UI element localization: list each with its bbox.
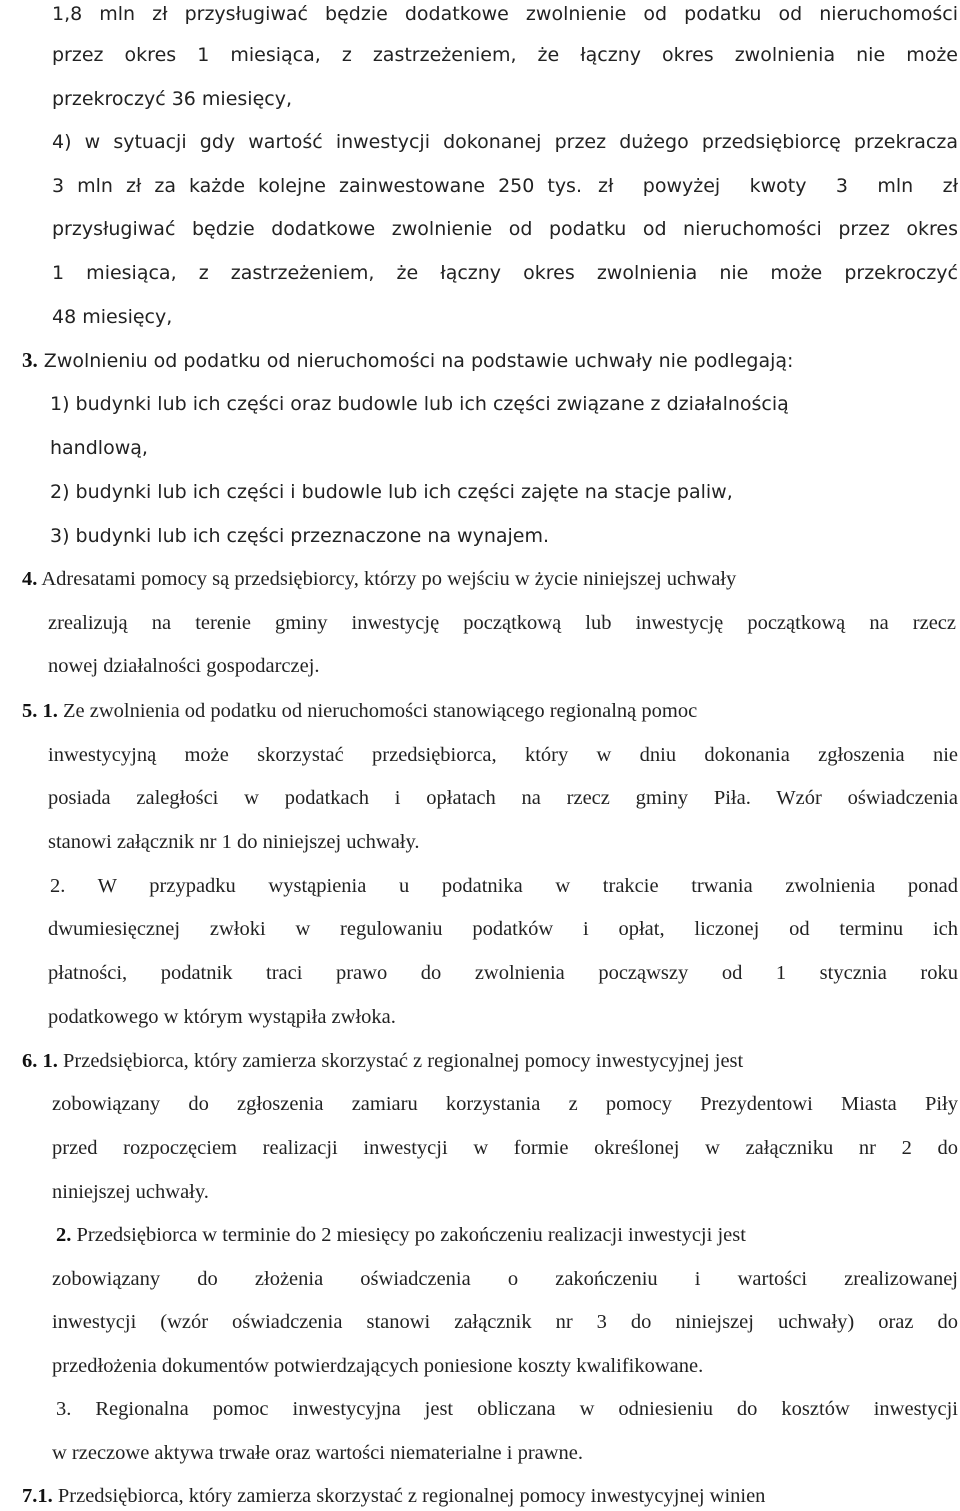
- section-number: 5. 1.: [22, 700, 58, 722]
- section-number: 6. 1.: [22, 1050, 58, 1072]
- text-line: podatkowego w którym wystąpiła zwłoka.: [48, 1006, 396, 1028]
- text-line: zrealizują na terenie gminy inwestycję początkową lub inwestycję początkową na rzecz: [48, 612, 956, 634]
- section-number: 7.1.: [22, 1485, 53, 1507]
- text-line: przekroczyć 36 miesięcy,: [52, 88, 292, 110]
- text-line: posiada zaległości w podatkach i opłatach na rzecz gminy Piła. Wzór oświadczenia: [48, 787, 958, 809]
- text-line: 4) w sytuacji gdy wartość inwestycji dokonanej przez dużego przedsiębiorcę przekracza: [52, 131, 958, 153]
- text-line: inwestycji (wzór oświadczenia stanowi załącznik nr 3 do niniejszej uchwały) oraz do: [52, 1311, 958, 1333]
- text-line: zł powyżej kwoty 3 mln zł: [598, 175, 958, 197]
- section-3: [22, 346, 793, 375]
- text-line: inwestycyjną może skorzystać przedsiębiorca, który w dniu dokonania zgłoszenia nie: [48, 744, 958, 766]
- text-line: nowej działalności gospodarczej.: [48, 655, 320, 677]
- text-line: w rzeczowe aktywa trwałe oraz wartości niematerialne i prawne.: [52, 1442, 584, 1464]
- section-6: [22, 1047, 958, 1075]
- text-line: 3 mln zł za każde kolejne zainwestowane 250 tys.: [52, 175, 582, 197]
- section-6-2: [56, 1221, 958, 1249]
- text-line: 1,8 mln zł przysługiwać będzie dodatkowe zwolnienie od podatku od nieruchomości: [52, 3, 958, 25]
- section-5: [22, 697, 958, 725]
- section-number: 2.: [56, 1224, 72, 1246]
- text-line: Adresatami pomocy są przedsiębiorcy, którzy po wejściu w życie niniejszej uchwały: [41, 568, 737, 590]
- text-line: 1) budynki lub ich części oraz budowle lub ich części związane z działalnością: [50, 393, 789, 415]
- text-line: Ze zwolnienia od podatku od nieruchomości stanowiącego regionalną pomoc: [63, 700, 698, 722]
- text-line: płatności, podatnik traci prawo do zwolnienia począwszy od 1 stycznia roku: [48, 962, 958, 984]
- text-line: 3. Regionalna pomoc inwestycyjna jest obliczana w odniesieniu do kosztów inwestycji: [56, 1398, 958, 1420]
- text-line: 2. W przypadku wystąpienia u podatnika w trakcie trwania zwolnienia ponad: [50, 875, 958, 897]
- section-4: [22, 565, 956, 593]
- text-line: Przedsiębiorca w terminie do 2 miesięcy po zakończeniu realizacji inwestycji jest: [76, 1224, 746, 1246]
- text-line: niniejszej uchwały.: [52, 1181, 209, 1203]
- text-line: przedłożenia dokumentów potwierdzających poniesione koszty kwalifikowane.: [52, 1355, 704, 1377]
- text-line: dwumiesięcznej zwłoki w regulowaniu podatków i opłat, liczonej od terminu ich: [48, 918, 958, 940]
- text-line: 3) budynki lub ich części przeznaczone na wynajem.: [50, 525, 550, 547]
- section-number: 4.: [22, 568, 38, 590]
- text-line: Przedsiębiorca, który zamierza skorzystać z regionalnej pomocy inwestycyjnej jest: [63, 1050, 744, 1072]
- text-line: stanowi załącznik nr 1 do niniejszej uchwały.: [48, 831, 420, 853]
- text-line: zobowiązany do zgłoszenia zamiaru korzystania z pomocy Prezydentowi Miasta Piły: [52, 1093, 958, 1115]
- text-line: 48 miesięcy,: [52, 306, 173, 328]
- text-line: Przedsiębiorca, który zamierza skorzystać z regionalnej pomocy inwestycyjnej winien: [57, 1485, 766, 1507]
- text-line: zobowiązany do złożenia oświadczenia o zakończeniu i wartości zrealizowanej: [52, 1268, 958, 1290]
- text-line: przez okres 1 miesiąca, z zastrzeżeniem, że łączny okres zwolnienia nie może: [52, 44, 958, 66]
- text-line: handlową,: [50, 437, 148, 459]
- text-line: 1 miesiąca, z zastrzeżeniem, że łączny okres zwolnienia nie może przekroczyć: [52, 262, 958, 284]
- text-line: Zwolnieniu od podatku od nieruchomości na podstawie uchwały nie podlegają:: [43, 350, 794, 372]
- text-line: 2) budynki lub ich części i budowle lub ich części zajęte na stacje paliw,: [50, 481, 733, 503]
- section-number: 3.: [22, 348, 38, 372]
- text-line: przed rozpoczęciem realizacji inwestycji w formie określonej w załączniku nr 2 do: [52, 1137, 958, 1159]
- text-line: przysługiwać będzie dodatkowe zwolnienie od podatku od nieruchomości przez okres: [52, 218, 958, 240]
- section-7: [22, 1482, 958, 1510]
